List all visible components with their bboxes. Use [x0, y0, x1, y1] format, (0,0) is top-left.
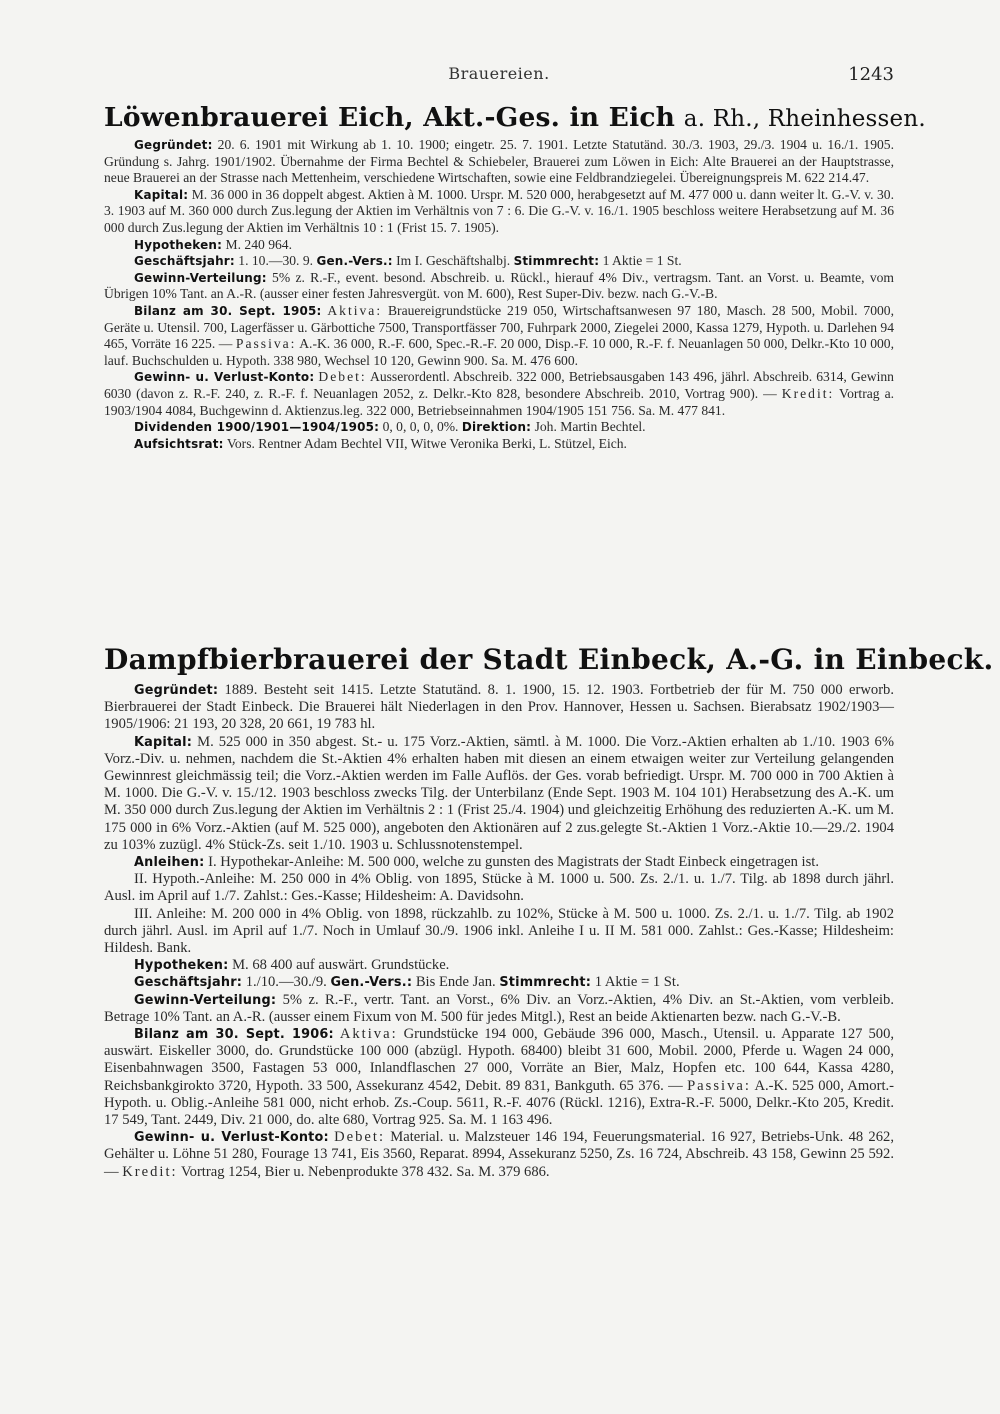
label-hypotheken: Hypotheken:	[134, 958, 229, 974]
word-passiva: Passiva:	[687, 1077, 751, 1094]
text-guv-debet: Material. u. Malzsteuer 146 194, Feuerungsmaterial. 16 927, Betriebs-Unk. 48 262, Gehälter u. Löhne 51 280, Fourage 13 741, Eis 3560, Reparat. 8994, Assekuranz 5250, Zs. 16 724, Abschreib. 43 158, Gewinn 25 592. —	[104, 1129, 894, 1180]
label-direktion: Direktion:	[461, 420, 532, 435]
label-geschaeftsjahr: Geschäftsjahr:	[134, 254, 235, 269]
text-gegruendet: 20. 6. 1901 mit Wirkung ab 1. 10. 1900; eingetr. 25. 7. 1901. Letzte Statutänd. 30./3. 1903, 29./3. 1904 u. 16./1. 1905. Gründung s. Jahrg. 1901/1902. Übernahme der Firma Bechtel & Schiebeler, Brauerei zum Löwen in Eich: Alte Brauerei an der Hauptstrasse, neue Brauerei an der Strasse nach Mettenheim, verschiedene Wirtschaften, sowie eine Feldbrandziegelei. Übereignungspreis M. 622 214.47.	[104, 137, 895, 186]
text-guv-kredit: Vortrag 1254, Bier u. Nebenprodukte 378 432. Sa. M. 379 686.	[180, 1163, 550, 1180]
label-gewinnverteilung: Gewinn-Verteilung:	[134, 270, 267, 285]
text-stimmrecht: 1 Aktie = 1 St.	[602, 253, 682, 269]
entry-title-main: Löwenbrauerei Eich, Akt.-Ges. in Eich	[104, 102, 676, 133]
label-dividenden: Dividenden 1900/1901—1904/1905:	[134, 420, 380, 435]
label-stimmrecht: Stimmrecht:	[513, 254, 600, 269]
label-guv: Gewinn- u. Verlust-Konto:	[134, 370, 315, 385]
label-gewinnverteilung: Gewinn-Verteilung:	[134, 992, 277, 1008]
section-anleihen-2	[104, 871, 894, 905]
text-guv-debet: Ausserordentl. Abschreib. 322 000, Betriebsausgaben 143 496, jährl. Abschreib. 6314, Gewinn 6030 (davon z. R.-F. 240, z. R.-F. f. Neuanlagen 2052, z. Delkr.-Kto 828, besondere Abschreib. 2010, Vortrag 900). —	[104, 369, 894, 401]
label-anleihen: Anleihen:	[134, 855, 205, 871]
section-gegruendet	[104, 682, 894, 734]
section-bilanz	[104, 1026, 894, 1129]
entry-title-main: Dampfbierbrauerei der Stadt Einbeck, A.-G. in Einbeck.	[104, 643, 994, 676]
company-entry-dampfbierbrauerei-einbeck	[104, 638, 994, 1181]
entry-title-place: a. Rh., Rheinhessen.	[683, 106, 926, 132]
section-hypotheken	[104, 957, 894, 974]
text-bilanz-aktiva: Brauereigrundstücke 219 050, Wirtschaftsanwesen 97 180, Masch. 28 500, Mobil. 7000, Geräte u. Utensil. 700, Lagerfässer u. Gärbottiche 7500, Transportfässer 700, Fuhrpark 2000, Ziegelei 2000, Kassa 1279, Hypoth. u. Darlehen 94 465, Vorräte 16 225. —	[104, 302, 894, 352]
section-kapital	[104, 734, 894, 854]
company-entry-loewenbrauerei-eich	[104, 100, 926, 452]
text-gegruendet: 1889. Besteht seit 1415. Letzte Statutänd. 8. 1. 1900, 15. 12. 1903. Fortbetrieb der für M. 750 000 erworb. Bierbrauerei der Stadt Einbeck. Die Brauerei hält Niederlagen in den Prov. Hannover, Hessen u. Sachsen. Bierabsatz 1902/1903—1905/1906: 21 193, 20 328, 20 661, 19 783 hl.	[104, 682, 894, 733]
text-direktion: Joh. Martin Bechtel.	[534, 419, 646, 435]
text-guv-kredit: Vortrag a. 1903/1904 4084, Buchgewinn d. Aktienzus.leg. 322 000, Betriebseinnahmen 1904/1905 151 756. Sa. M. 477 841.	[104, 385, 894, 418]
word-debet: Debet:	[318, 369, 367, 385]
section-geschaeftsjahr	[104, 253, 894, 270]
section-dividenden	[104, 419, 894, 436]
word-kredit: Kredit:	[781, 385, 835, 401]
text-aufsichtsrat: Vors. Rentner Adam Bechtel VII, Witwe Veronika Berki, L. Stützel, Eich.	[226, 435, 627, 451]
text-bilanz-passiva: A.-K. 36 000, R.-F. 600, Spec.-R.-F. 20 000, Disp.-F. 10 000, R.-F. f. Neuanlagen 50 000, Delkr.-Kto 10 000, lauf. Buchschulden u. Hypoth. 338 980, Wechsel 10 120, Gewinn 900. Sa. M. 476 600.	[104, 336, 895, 368]
entry-body	[104, 137, 894, 452]
label-stimmrecht: Stimmrecht:	[499, 975, 592, 991]
text-anleihen-3: III. Anleihe: M. 200 000 in 4% Oblig. von 1898, rückzahlb. zu 102%, Stücke à M. 500 u. 1000. Zs. 2./1. u. 1./7. Tilg. ab 1902 durch jährl. Ausl. im April auf 1./7. Noch in Umlauf 30./9. 1906 inkl. Anleihe I u. II M. 581 000. Zahlst.: Ges.-Kasse; Hildesheim: Hildesh. Bank.	[104, 905, 894, 957]
section-anleihen	[104, 854, 894, 871]
text-geschaeftsjahr: 1. 10.—30. 9.	[238, 253, 314, 269]
word-aktiva: Aktiva:	[339, 1026, 398, 1043]
text-dividenden: 0, 0, 0, 0, 0%.	[382, 419, 459, 435]
section-gegruendet	[104, 137, 894, 187]
section-hypotheken	[104, 237, 894, 254]
text-hypotheken: M. 68 400 auf auswärt. Grundstücke.	[232, 957, 450, 974]
text-anleihen-1: I. Hypothekar-Anleihe: M. 500 000, welche zu gunsten des Magistrats der Stadt Einbeck eingetragen ist.	[208, 854, 819, 871]
label-aufsichtsrat: Aufsichtsrat:	[134, 436, 224, 451]
section-kapital	[104, 187, 894, 237]
section-gewinnverteilung	[104, 270, 894, 303]
word-kredit: Kredit:	[122, 1163, 178, 1180]
section-guv	[104, 1129, 894, 1181]
text-kapital: M. 525 000 in 350 abgest. St.- u. 175 Vorz.-Aktien, sämtl. à M. 1000. Die Vorz.-Aktien erhalten ab 1./10. 1903 6% Vorz.-Div. u. nehmen, nachdem die St.-Aktien 4% erhalten haben mit diesen an einem etwaigen weiter zur Verteilung gelangenden Gewinnrest gleichmässig teil; die Vorz.-Aktien werden im Falle Auflös. der Ges. vorab befriedigt. Urspr. M. 700 000 in 700 Aktien à M. 1000. Die G.-V. v. 15./12. 1903 beschloss zwecks Tilg. der Unterbilanz (Ende Sept. 1903 M. 104 101) Herabsetzung des A.-K. um M. 350 000 durch Zus.legung der Aktien im Verhältnis 2 : 1 (Frist 25./4. 1904) und gleichzeitig Erhöhung des reduzierten A.-K. um M. 175 000 in 6% Vorz.-Aktien (auf M. 525 000), angeboten den Aktionären auf 2 zus.gelegte St.-Aktien 1 Vorz.-Aktie 10.—29./2. 1904 zu 103% zuzügl. 4% Stück-Zs. seit 1./10. 1903 u. Schlussnotenstempel.	[104, 733, 894, 853]
label-bilanz: Bilanz am 30. Sept. 1905:	[134, 303, 322, 318]
label-gegruendet: Gegründet:	[134, 138, 213, 152]
section-guv	[104, 369, 894, 419]
label-gegruendet: Gegründet:	[134, 683, 219, 698]
text-bilanz-passiva: A.-K. 525 000, Amort.-Hypoth. u. Oblig.-Anleihe 581 000, nicht erhob. Zs.-Coup. 5611, R.-F. 4076 (Rückl. 1216), Extra-R.-F. 5000, Delkr.-Kto 205, Kredit. 17 549, Tant. 2449, Div. 21 000, do. alte 680, Vortrag 925. Sa. M. 1 163 496.	[104, 1077, 895, 1129]
section-bilanz	[104, 303, 894, 369]
text-stimmrecht: 1 Aktie = 1 St.	[594, 974, 680, 991]
word-debet: Debet:	[334, 1129, 386, 1146]
text-geschaeftsjahr: 1./10.—30./9.	[245, 974, 327, 991]
label-genvers: Gen.-Vers.:	[316, 254, 393, 269]
entry-title	[104, 638, 994, 682]
text-gewinnverteilung: 5% z. R.-F., vertr. Tant. an Vorst., 6% Div. an Vorz.-Aktien, 4% Div. an St.-Aktien, vom verbleib. Betrage 10% Tant. an A.-R. (ausser einem Fixum von M. 500 für jedes Mitgl.), Rest an beide Aktienarten bezw. nach G.-V.-B.	[104, 991, 894, 1025]
label-bilanz: Bilanz am 30. Sept. 1906:	[134, 1027, 334, 1043]
label-hypotheken: Hypotheken:	[134, 237, 223, 252]
section-geschaeftsjahr	[104, 974, 894, 991]
running-title: Brauereien.	[448, 64, 550, 83]
text-genvers: Bis Ende Jan.	[415, 974, 496, 991]
label-geschaeftsjahr: Geschäftsjahr:	[134, 975, 243, 991]
label-kapital: Kapital:	[134, 187, 189, 202]
entry-title	[104, 100, 926, 137]
section-aufsichtsrat	[104, 436, 894, 453]
section-anleihen-3	[104, 906, 894, 958]
label-genvers: Gen.-Vers.:	[330, 975, 413, 991]
word-passiva: Passiva:	[235, 336, 297, 352]
word-aktiva: Aktiva:	[327, 302, 383, 318]
text-genvers: Im I. Geschäftshalbj.	[396, 253, 511, 269]
text-kapital: M. 36 000 in 36 doppelt abgest. Aktien à M. 1000. Urspr. M. 520 000, herabgesetzt auf M. 477 000 u. dann weiter lt. G.-V. v. 30. 3. 1903 auf M. 360 000 durch Zus.legung der Aktien im Verhältnis von 7 : 6. Die G.-V. v. 16./1. 1905 beschloss weitere Herabsetzung auf M. 36 000 durch Zus.legung der Aktien im Verhältnis 10 : 1 (Frist 15. 7. 1905).	[104, 186, 894, 235]
entry-body	[104, 682, 894, 1181]
section-gewinnverteilung	[104, 992, 894, 1026]
text-bilanz-aktiva: Grundstücke 194 000, Gebäude 396 000, Masch., Utensil. u. Apparate 127 500, auswärt. Eiskeller 3000, do. Grundstücke 100 000 (abzügl. Hypoth. 68400) bleibt 31 600, Mobil. 2000, Pferde u. Wagen 24 000, Eisenbahnwagen 3500, Fastagen 53 000, Inlandflaschen 27 000, Vorräte an Bier, Malz, Hopfen etc. 100 644, Kassa 4280, Reichsbankgirokto 3720, Hypoth. 33 500, Assekuranz 4542, Debit. 89 831, Bankguth. 65 376. —	[104, 1026, 895, 1094]
running-header	[104, 64, 894, 88]
label-guv: Gewinn- u. Verlust-Konto:	[134, 1130, 329, 1146]
text-anleihen-2: II. Hypoth.-Anleihe: M. 250 000 in 4% Oblig. von 1895, Stücke à M. 1000 u. 500. Zs. 2./1. u. 1./7. Tilg. ab 1898 durch jährl. Ausl. im April auf 1./7. Zahlst.: Ges.-Kasse; Hildesheim: A. Davidsohn.	[104, 871, 894, 905]
text-gewinnverteilung: 5% z. R.-F., event. besond. Abschreib. u. Rückl., hierauf 4% Div., vertragsm. Tant. an Vorst. u. Beamte, vom Übrigen 10% Tant. an A.-R. (ausser einer festen Jahresvergüt. von M. 600), Rest Super-Div. bezw. nach G.-V.-B.	[104, 269, 894, 302]
text-hypotheken: M. 240 964.	[225, 236, 292, 252]
page-number: 1243	[848, 64, 894, 85]
label-kapital: Kapital:	[134, 734, 193, 750]
